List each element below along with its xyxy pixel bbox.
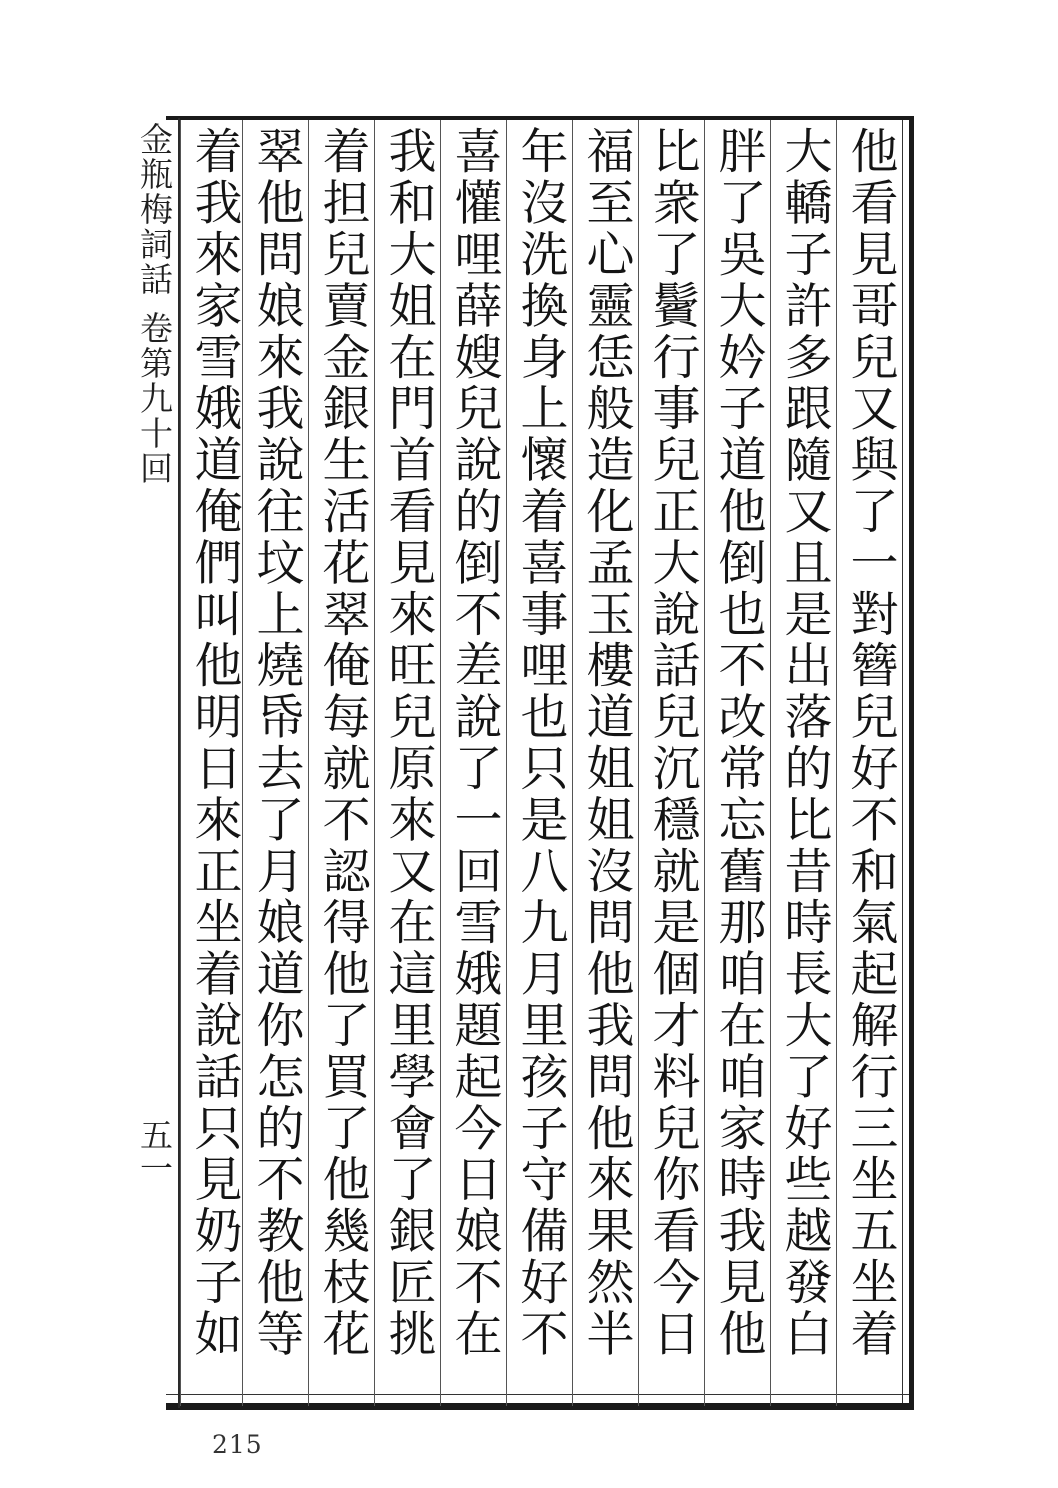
column-text: 着我來家雪娥道俺們叫他明日來正坐着說話只見奶子如: [186, 126, 242, 1360]
volume-mark: 卷: [135, 311, 174, 346]
text-column: [506, 120, 572, 1406]
page-number: 215: [212, 1430, 263, 1459]
column-text: 着担兒賣金銀生活花翠俺每就不認得他了買了他幾枝花: [314, 126, 370, 1360]
column-text: 翠他問娘來我說往坟上燒帋去了月娘道你怎的不教他等: [248, 126, 304, 1360]
text-column: [180, 120, 246, 1406]
text-column: [572, 120, 638, 1406]
book-title-gutter: [132, 122, 176, 762]
text-column: [836, 120, 902, 1406]
column-text: 喜懽哩薛嫂兒說的倒不差說了一回雪娥題起今日娘不在: [446, 126, 502, 1360]
text-column: [242, 120, 308, 1406]
page-gutter: [128, 118, 180, 1408]
column-text: 比衆了鬢行事兒正大說話兒沉穩就是個才料兒你看今日: [644, 126, 700, 1360]
text-body: [180, 120, 902, 1406]
text-column: [638, 120, 704, 1406]
text-column: [374, 120, 440, 1406]
leaf-number: 五一: [135, 1118, 174, 1184]
column-text: 我和大姐在門首看見來旺兒原來又在這里學會了銀匠挑: [380, 126, 436, 1360]
text-column: [704, 120, 770, 1406]
column-text: 福至心靈恁般造化孟玉樓道姐姐沒問他我問他來果然半: [578, 126, 634, 1360]
column-text: 年沒洗換身上懷着喜事哩也只是八九月里孩子守備好不: [512, 126, 568, 1360]
text-column: [440, 120, 506, 1406]
column-text: 他看見哥兒又與了一對簪兒好不和氣起解行三坐五坐着: [842, 126, 898, 1360]
column-text: 大轎子許多跟隨又且是出落的比昔時長大了好些越發白: [776, 126, 832, 1360]
text-column: [770, 120, 836, 1406]
book-title: 金瓶梅詞話: [135, 122, 174, 297]
text-column: [308, 120, 374, 1406]
chapter-label: 第九十回: [135, 346, 174, 486]
column-text: 胖了吳大妗子道他倒也不改常忘舊那咱在咱家時我見他: [710, 126, 766, 1360]
